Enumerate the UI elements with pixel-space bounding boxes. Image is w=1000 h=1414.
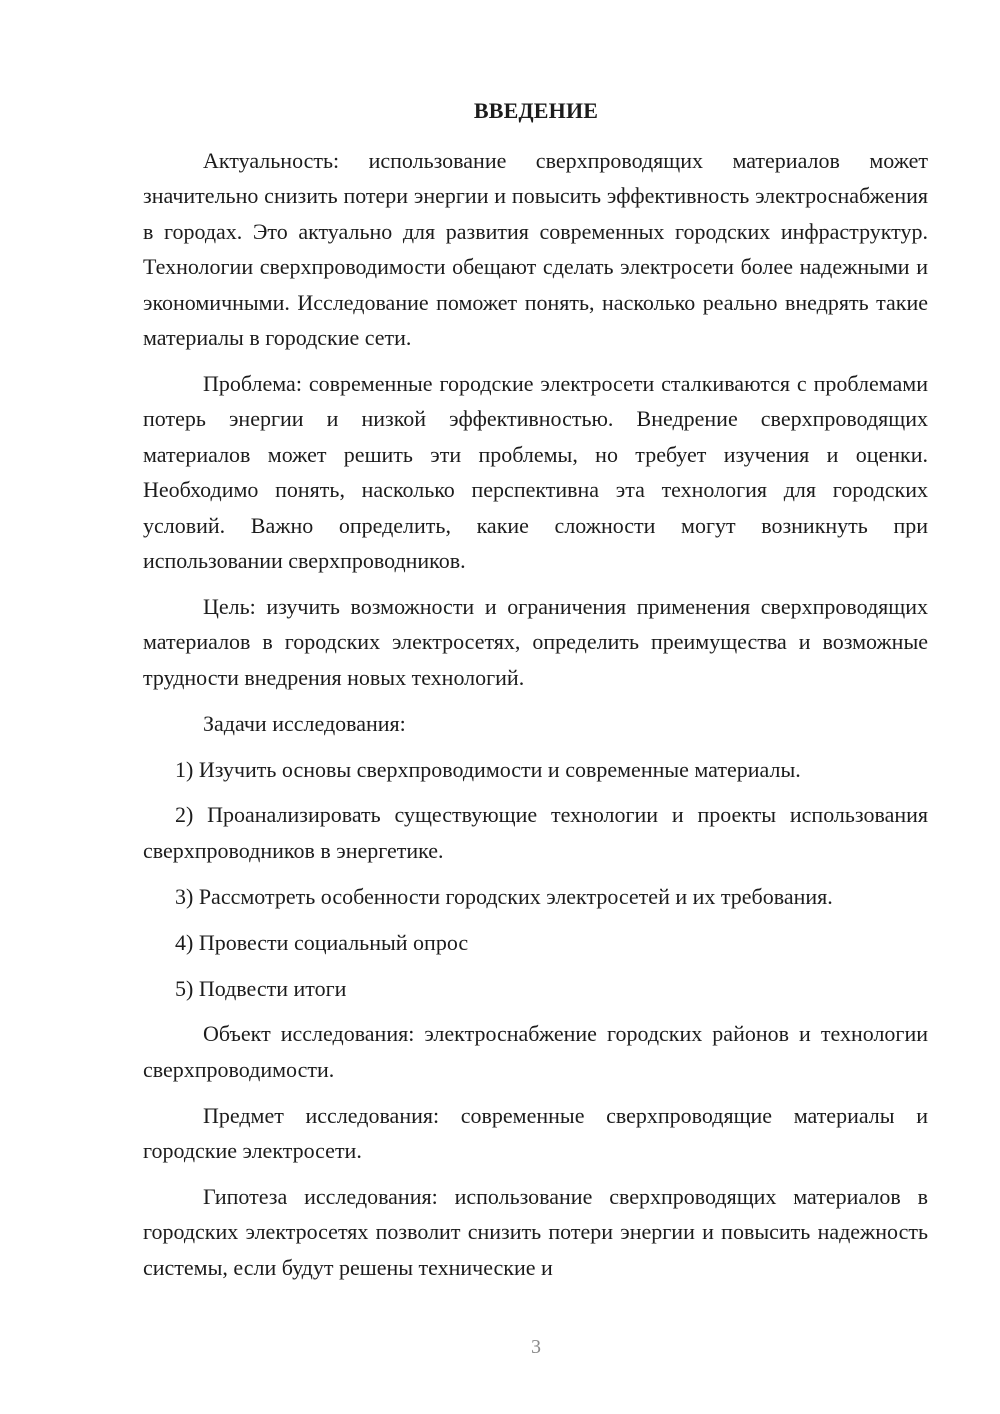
- paragraph-goal: Цель: изучить возможности и ограничения применения сверхпроводящих материалов в городских электросетях, определить преимущества и возможные трудности внедрения новых технологий.: [143, 593, 928, 690]
- paragraph-problem: Проблема: современные городские электросети сталкиваются с проблемами потерь энергии и низкой эффективностью. Внедрение сверхпроводящих материалов может решить эти проблемы, но требует изучения и оценки. Необходимо понять, насколько перспективна эта технология для городских условий. Важно определить, какие сложности могут возникнуть при использовании сверхпроводников.: [143, 370, 928, 573]
- section-title: ВВЕДЕНИЕ: [473, 98, 599, 123]
- task-item-5: 5) Подвести итоги: [175, 975, 347, 1001]
- paragraph-relevance: Актуальность: использование сверхпроводящих материалов может значительно снизить потери энергии и повысить эффективность электроснабжения в городах. Это актуально для развития современных городских инфраструктур. Технологии сверхпроводимости обещают сделать электросети более надежными и экономичными. Исследование поможет понять, насколько реально внедрять такие материалы в городские сети.: [143, 148, 928, 351]
- page-number: 3: [531, 1336, 541, 1358]
- task-item-4: 4) Провести социальный опрос: [175, 929, 469, 955]
- task-item-2: 2) Проанализировать существующие технологии и проекты использования сверхпроводников в энергетике.: [143, 802, 928, 863]
- paragraph-object: Объект исследования: электроснабжение городских районов и технологии сверхпроводимости.: [143, 1021, 928, 1082]
- paragraph-subject: Предмет исследования: современные сверхпроводящие материалы и городские электросети.: [143, 1102, 928, 1164]
- document-body: [143, 143, 928, 1296]
- paragraph-hypothesis: Гипотеза исследования: использование сверхпроводящих материалов в городских электросетях позволит снизить потери энергии и повысить надежность системы, если будут решены технические и: [143, 1184, 928, 1280]
- task-item-3: 3) Рассмотреть особенности городских электросетей и их требования.: [175, 883, 833, 909]
- task-item-1: 1) Изучить основы сверхпроводимости и современные материалы.: [175, 756, 801, 782]
- paragraph-tasks-heading: Задачи исследования:: [203, 710, 406, 736]
